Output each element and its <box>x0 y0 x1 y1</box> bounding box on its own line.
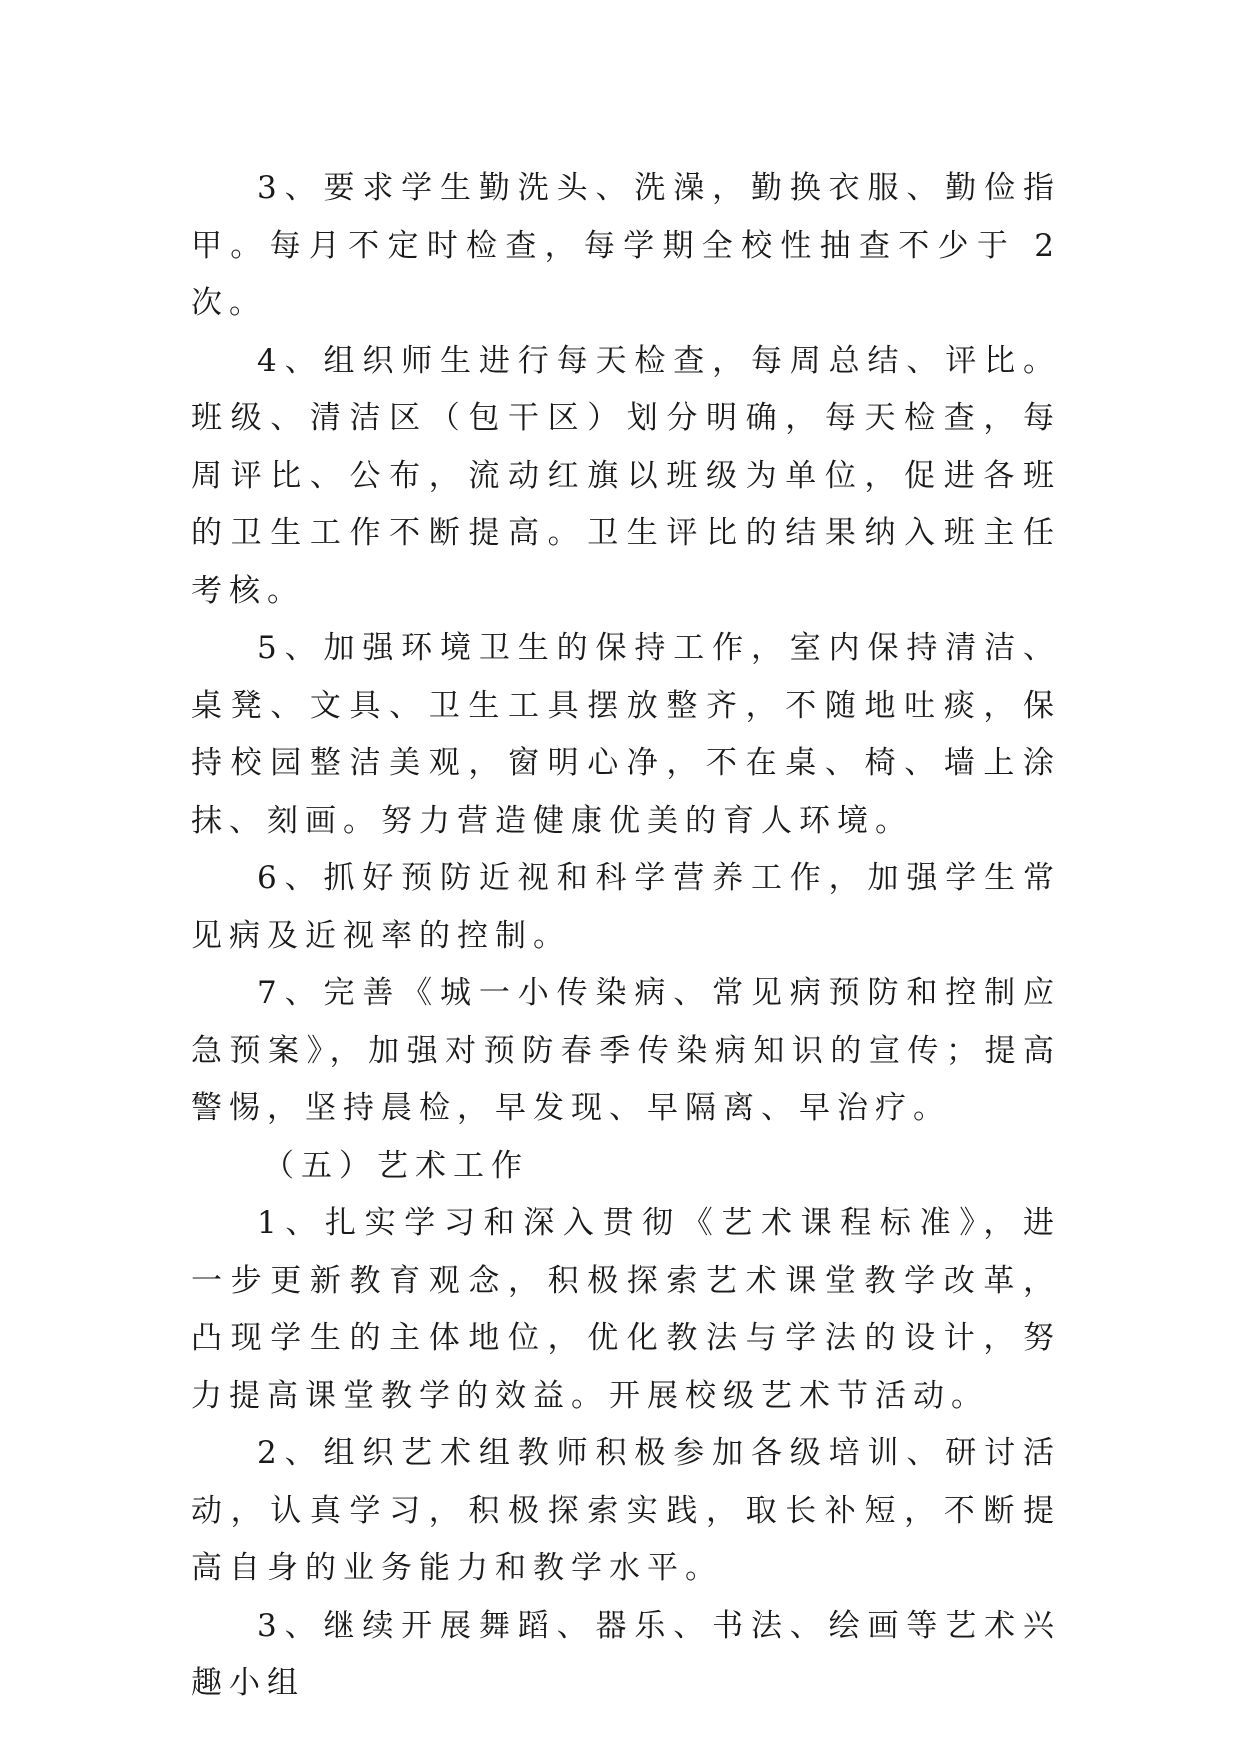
paragraph-art-2: 2、组织艺术组教师积极参加各级培训、研讨活动，认真学习，积极探索实践，取长补短，不断提高自身的业务能力和教学水平。 <box>191 1435 1061 1586</box>
section-heading-art: （五）艺术工作 <box>263 1147 529 1184</box>
paragraph-art-1: 1、扎实学习和深入贯彻《艺术课程标准》，进一步更新教育观念，积极探索艺术课堂教学改革，凸现学生的主体地位，优化教法与学法的设计，努力提高课堂教学的效益。开展校级艺术节活动。 <box>191 1205 1061 1414</box>
document-body <box>191 160 1061 1713</box>
paragraph-hygiene-7: 7、完善《城一小传染病、常见病预防和控制应急预案》，加强对预防春季传染病知识的宣传；提高警惕，坚持晨检，早发现、早隔离、早治疗。 <box>191 975 1061 1126</box>
paragraph-art-3: 3、继续开展舞蹈、器乐、书法、绘画等艺术兴趣小组 <box>191 1607 1061 1701</box>
paragraph-hygiene-5: 5、加强环境卫生的保持工作，室内保持清洁、桌凳、文具、卫生工具摆放整齐，不随地吐痰，保持校园整洁美观，窗明心净，不在桌、椅、墙上涂抹、刻画。努力营造健康优美的育人环境。 <box>191 630 1061 839</box>
paragraph-hygiene-4: 4、组织师生进行每天检查，每周总结、评比。班级、清洁区（包干区）划分明确，每天检查，每周评比、公布，流动红旗以班级为单位，促进各班的卫生工作不断提高。卫生评比的结果纳入班主任考核。 <box>191 342 1061 609</box>
paragraph-hygiene-3: 3、要求学生勤洗头、洗澡，勤换衣服、勤俭指甲。每月不定时检查，每学期全校性抽查不少于 2 次。 <box>191 170 1061 321</box>
paragraph-hygiene-6: 6、抓好预防近视和科学营养工作，加强学生常见病及近视率的控制。 <box>191 860 1061 954</box>
